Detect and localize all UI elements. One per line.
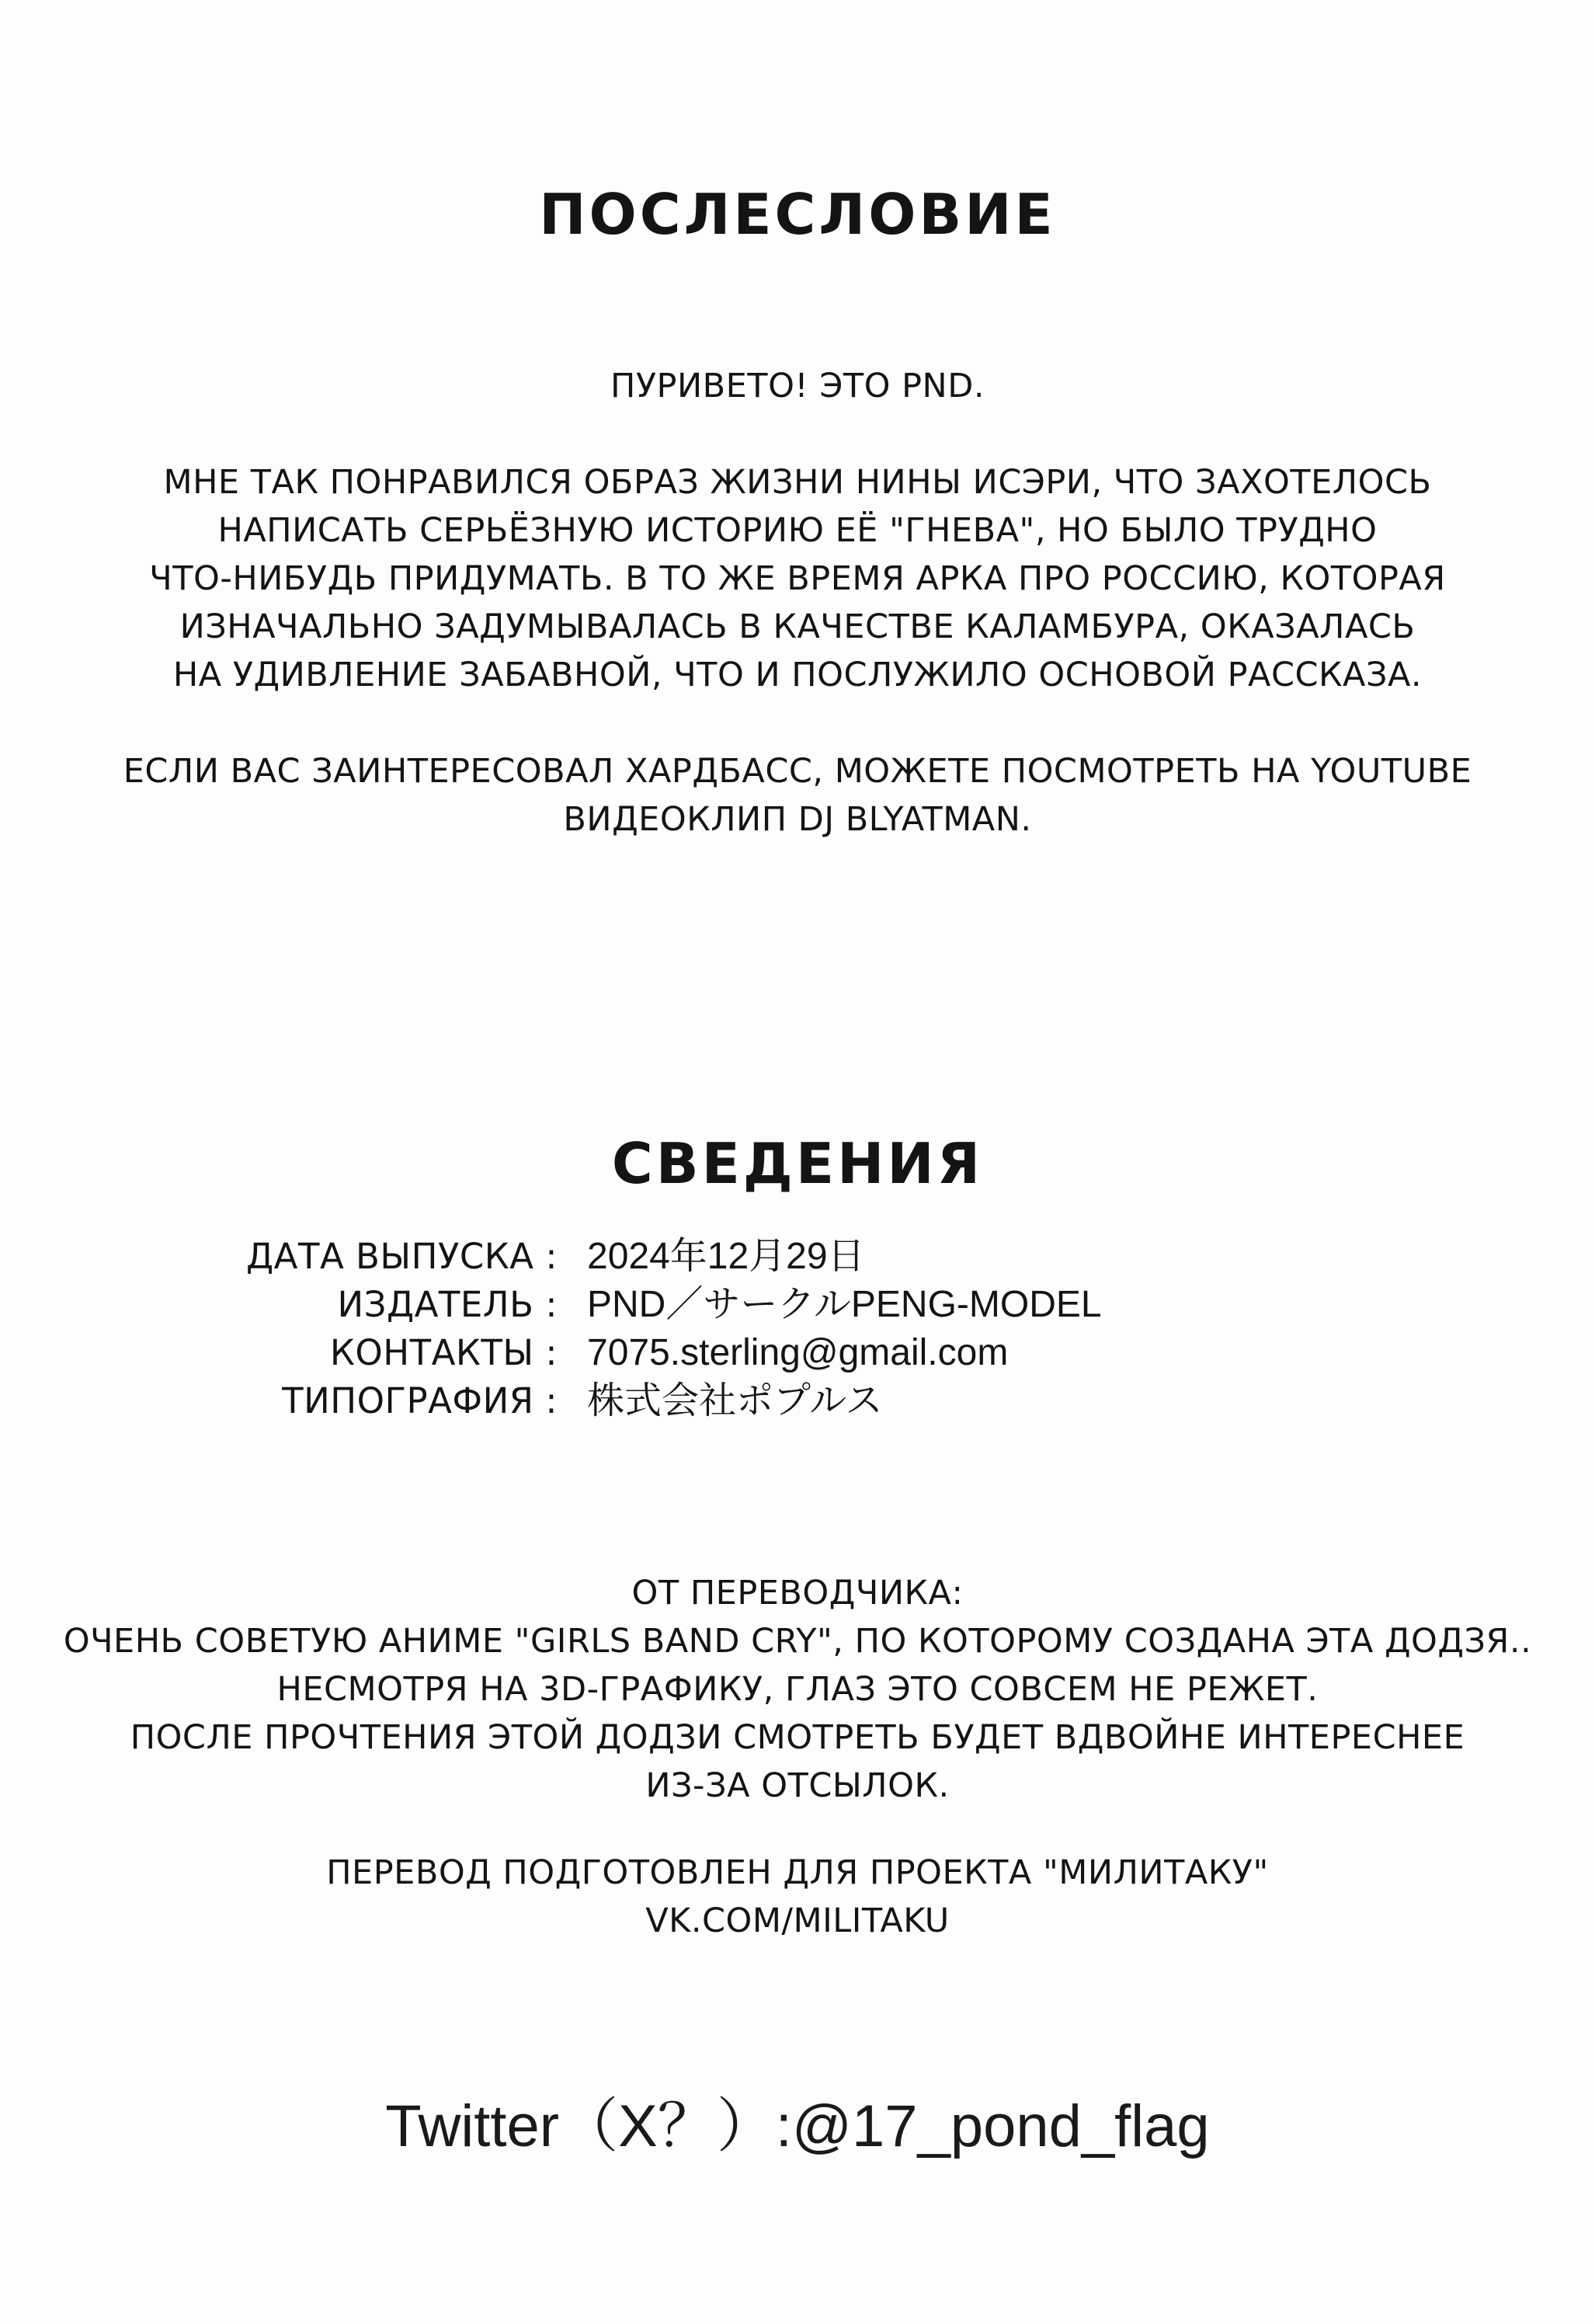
credit-link: VK.COM/MILITAKU [645, 1901, 950, 1940]
paragraph-line: НАПИСАТЬ СЕРЬЁЗНУЮ ИСТОРИЮ ЕЁ "ГНЕВА", НО БЫЛО ТРУДНО [217, 511, 1378, 550]
twitter-handle: Twitter（X？）:@17_pond_flag [385, 2093, 1210, 2159]
greeting-line: ПУРИВЕТО! ЭТО PND. [610, 367, 985, 405]
info-label: КОНТАКТЫ : [329, 1332, 558, 1373]
info-value: 2024年12月29日 [587, 1236, 865, 1277]
translator-heading: ОТ ПЕРЕВОДЧИКА: [631, 1574, 964, 1613]
translator-line: ПОСЛЕ ПРОЧТЕНИЯ ЭТОЙ ДОДЗИ СМОТРЕТЬ БУДЕТ ВДВОЙНЕ ИНТЕРЕСНЕЕ [130, 1718, 1465, 1757]
paragraph-line: ВИДЕОКЛИП DJ BLYATMAN. [563, 800, 1032, 839]
afterword-title: ПОСЛЕСЛОВИЕ [539, 182, 1056, 247]
translator-line: ОЧЕНЬ СОВЕТУЮ АНИМЕ "GIRLS BAND CRY", ПО КОТОРОМУ СОЗДАНА ЭТА ДОДЗЯ.. [63, 1622, 1532, 1661]
info-label: ИЗДАТЕЛЬ : [337, 1284, 558, 1325]
paragraph-line: МНЕ ТАК ПОНРАВИЛСЯ ОБРАЗ ЖИЗНИ НИНЫ ИСЭРИ, ЧТО ЗАХОТЕЛОСЬ [163, 463, 1432, 502]
paragraph-gap [0, 410, 1595, 458]
paragraph-line: ЧТО-НИБУДЬ ПРИДУМАТЬ. В ТО ЖЕ ВРЕМЯ АРКА ПРО РОССИЮ, КОТОРАЯ [149, 559, 1446, 598]
translator-line: НЕСМОТРЯ НА 3D-ГРАФИКУ, ГЛАЗ ЭТО СОВСЕМ НЕ РЕЖЕТ. [276, 1670, 1319, 1709]
paragraph-line: ИЗНАЧАЛЬНО ЗАДУМЫВАЛАСЬ В КАЧЕСТВЕ КАЛАМБУРА, ОКАЗАЛАСЬ [179, 607, 1416, 646]
paragraph-gap [0, 699, 1595, 747]
afterword-body [0, 362, 1595, 844]
info-row-printing [0, 1378, 1595, 1425]
info-value: 株式会社ポプルス [587, 1380, 883, 1421]
info-title: СВЕДЕНИЯ [611, 1131, 984, 1196]
translator-line: ИЗ-ЗА ОТСЫЛОК. [645, 1766, 950, 1805]
info-value: 7075.sterling@gmail.com [587, 1332, 1009, 1373]
info-row-publisher [0, 1282, 1595, 1328]
info-row-contacts [0, 1330, 1595, 1376]
info-label: ТИПОГРАФИЯ : [282, 1380, 558, 1421]
paragraph-line: ЕСЛИ ВАС ЗАИНТЕРЕСОВАЛ ХАРДБАСС, МОЖЕТЕ ПОСМОТРЕТЬ НА YOUTUBE [123, 752, 1472, 791]
info-row-release-date [0, 1233, 1595, 1280]
translator-note [0, 1569, 1595, 1810]
info-value: PND／サークルPENG-MODEL [587, 1284, 1102, 1325]
paragraph-line: НА УДИВЛЕНИЕ ЗАБАВНОЙ, ЧТО И ПОСЛУЖИЛО ОСНОВОЙ РАССКАЗА. [172, 656, 1423, 694]
credit-line: ПЕРЕВОД ПОДГОТОВЛЕН ДЛЯ ПРОЕКТА "МИЛИТАКУ" [326, 1853, 1269, 1892]
info-label: ДАТА ВЫПУСКА : [246, 1236, 558, 1277]
translation-credit [0, 1849, 1595, 1945]
